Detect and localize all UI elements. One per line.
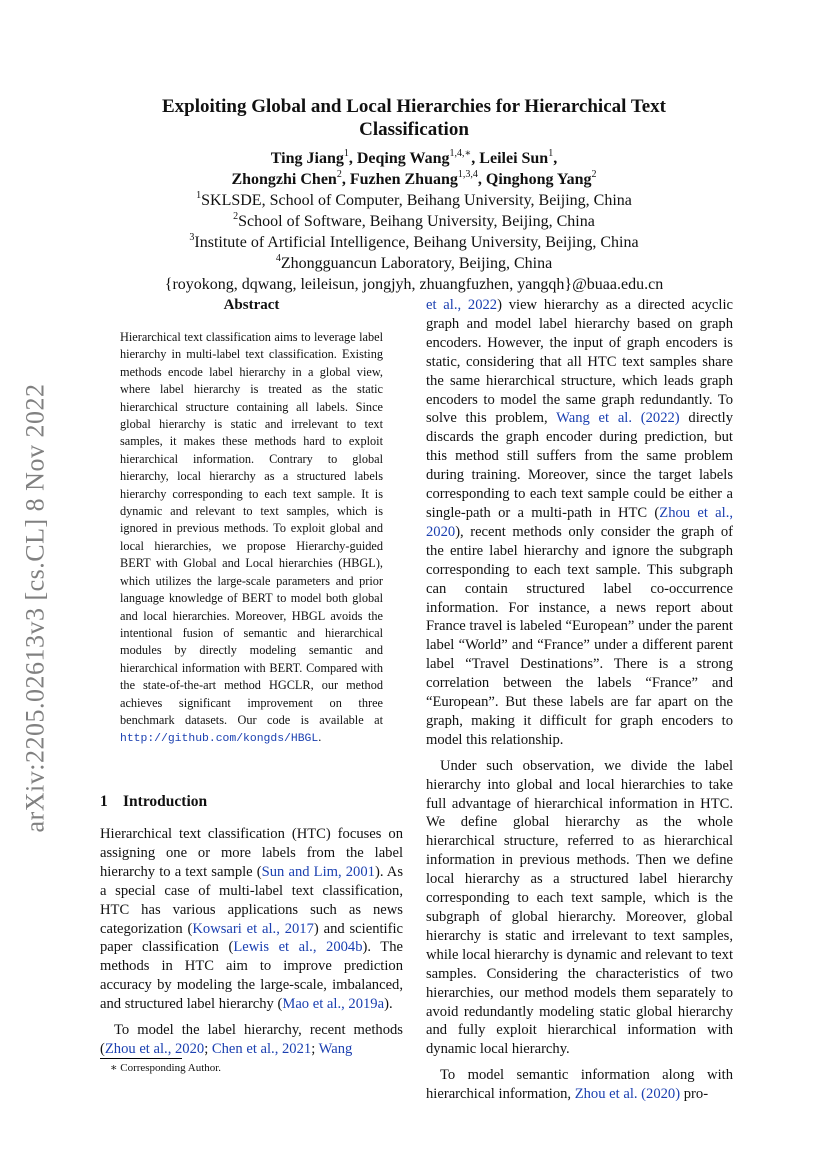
author-block — [100, 148, 728, 295]
abstract-body: Hierarchical text classification aims to leverage label hierarchy in multi-label text classification. Existing methods encode label hierarchy in a global view, where label hierarchy is treated as the static hierarchical structure containing all labels. Since global hierarchy is static and irrelevant to text samples, it makes these methods hard to exploit hierarchical information. Contrary to global hierarchy, local hierarchy as a structured labels hierarchy corresponding to each text sample. It is dynamic and relevant to text samples, which is ignored in previous methods. To exploit global and local hierarchies, we propose Hierarchy-guided BERT with Global and Local hierarchies (HBGL), which utilizes the large-scale parameters and prior language knowledge of BERT to model both global and local hierarchies. Moreover, HBGL avoids the intentional fusion of semantic and hierarchical modules by directly modeling semantic and hierarchical information with BERT. Compared with the state-of-the-art method HGCLR, our method achieves significant improvement on three benchmark datasets. Our code is available at http://github.com/kongds/HBGL. — [120, 330, 383, 746]
author-line-2: Zhongzhi Chen$^2$, Fuzhen Zhuang$^{1,3,4}$, Qinghong Yang$^2$ — [231, 168, 597, 188]
citation-link[interactable]: et al., 2022 — [426, 297, 498, 313]
affiliation: $^2$School of Software, Beihang University, Beijing, China — [233, 210, 595, 230]
paragraph: To model the label hierarchy, recent methods (Zhou et al., 2020; Chen et al., 2021; Wang — [100, 1022, 403, 1057]
author-line-1: Ting Jiang$^1$, Deqing Wang$^{1,4,∗}$, Leilei Sun$^1$, — [270, 147, 558, 167]
citation-link[interactable]: Zhou et al. (2020) — [574, 1086, 681, 1103]
paragraph: Under such observation, we divide the label hierarchy into global and local hierarchies to take full advantage of hierarchical information in HTC. We define global hierarchy as the whole hierarchical structure, referred to as hierarchical information in previous methods. Then we define local hierarchy as a structured label hierarchy corresponding to each text sample, which is the subgraph of global hierarchy. Moreover, global hierarchy is static and irrelevant to text samples, while local hierarchy is dynamic and relevant to text samples. Considering the characteristics of two hierarchies, our method models them separately to avoid redundantly modeling static global hierarchy and fully exploit hierarchical information with dynamic local hierarchy. — [426, 757, 733, 1058]
footnote-rule — [100, 1058, 182, 1059]
code-link[interactable]: http://github.com/kongds/HBGL — [120, 733, 319, 746]
paper-title: Exploiting Global and Local Hierarchies for Hierarchical Text Classification — [161, 96, 667, 140]
paragraph: To model semantic information along with hierarchical information, Zhou et al. (2020) pro- — [426, 1067, 733, 1103]
affiliation: $^3$Institute of Artificial Intelligence, Beihang University, Beijing, China — [189, 231, 639, 251]
citation-link[interactable]: Mao et al., 2019a — [282, 996, 385, 1013]
affiliation: $^1$SKLSDE, School of Computer, Beihang University, Beijing, China — [196, 189, 632, 209]
citation-link[interactable]: Zhou et al., 2020 — [104, 1040, 205, 1057]
citation-link[interactable]: Wang — [318, 1040, 353, 1057]
footnote: ∗ Corresponding Author. — [110, 1062, 222, 1074]
right-column — [426, 296, 733, 1104]
paragraph: et al., 2022) view hierarchy as a directed acyclic graph and model label hierarchy based on graph encoders. However, the input of graph encoders is static, considering that all HTC text samples share the same hierarchical structure, which leads graph encoders to model the same graph redundantly. To solve this problem, Wang et al. (2022) directly discards the graph encoder during prediction, but this method still suffers from the same problem during training. Moreover, since the target labels corresponding to each text sample could be either a single-path or a multi-path in HTC (Zhou et al., 2020), recent methods only consider the graph of the entire label hierarchy and ignore the subgraph corresponding to each text sample. This subgraph can contain structured label co-occurrence information. For instance, a news report about France travel is labeled “European” under the parent label “World” and “France” under a different parent label “Travel Destinations”. There is a strong correlation between the labels “France” and “European”. But these labels are far apart on the graph, making it difficult for graph encoders to model this relationship. — [426, 297, 733, 748]
citation-link[interactable]: Sun and Lim, 2001 — [261, 863, 375, 880]
citation-link[interactable]: Kowsari et al., 2017 — [192, 920, 314, 937]
arxiv-stamp: arXiv:2205.02613v3 [cs.CL] 8 Nov 2022 — [20, 383, 49, 833]
citation-link[interactable]: Wang et al. (2022) — [556, 410, 680, 427]
citation-link[interactable]: Lewis et al., 2004b — [233, 939, 363, 956]
paragraph: Hierarchical text classification (HTC) focuses on assigning one or more labels from the label hierarchy to a text sample (Sun and Lim, 2001). As a special case of multi-label text classification, HTC has various applications such as news categorization (Kowsari et al., 2017) and scientific paper classification (Lewis et al., 2004b). The methods in HTC aim to improve prediction accuracy by modeling the large-scale, imbalanced, and structured label hierarchy (Mao et al., 2019a). — [100, 826, 403, 1013]
citation-link[interactable]: Chen et al., 2021 — [211, 1040, 312, 1057]
intro-left-column — [100, 825, 403, 1059]
emails: {royokong, dqwang, leileisun, jongjyh, zhuangfuzhen, yangqh}@buaa.edu.cn — [164, 276, 664, 293]
abstract-heading: Abstract — [223, 297, 280, 313]
citation-link[interactable]: Zhou et al., 2020 — [426, 504, 733, 540]
section-heading-introduction: 1 Introduction — [100, 793, 208, 810]
affiliation: $^4$Zhongguancun Laboratory, Beijing, China — [275, 252, 553, 272]
